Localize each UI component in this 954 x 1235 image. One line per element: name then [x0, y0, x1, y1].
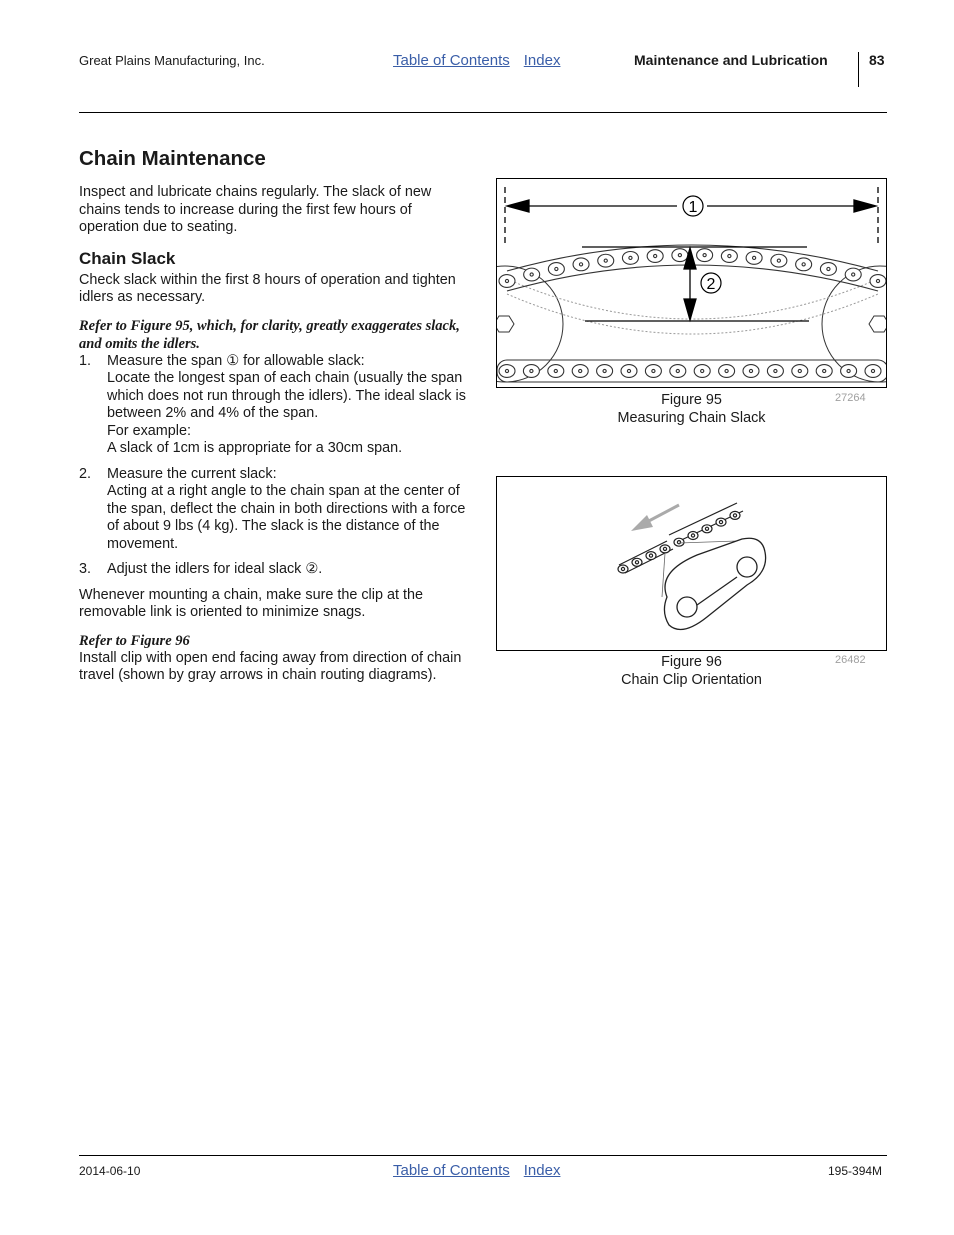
- chain-roller-pin: [852, 273, 855, 276]
- chain-roller-pin: [654, 254, 657, 257]
- company-name: Great Plains Manufacturing, Inc.: [79, 53, 265, 68]
- chain-roller-pin: [703, 254, 706, 257]
- svg-text:1: 1: [688, 199, 698, 216]
- header-rule: [79, 112, 887, 113]
- figure-96-image: [496, 476, 887, 651]
- clip-paragraph: Whenever mounting a chain, make sure the clip at the removable link is oriented to minimize snags.: [79, 586, 423, 620]
- footer-nav: [393, 1162, 574, 1179]
- chain-roller-pin: [871, 369, 874, 372]
- footer-index-link[interactable]: Index: [523, 1162, 561, 1179]
- chain-roller-pin: [530, 273, 533, 276]
- chain-roller-pin: [649, 554, 652, 557]
- chain-roller-pin: [798, 369, 801, 372]
- chain-roller-pin: [823, 369, 826, 372]
- step-item: [79, 561, 471, 579]
- step-line: Measure the span ① for allowable slack:: [107, 352, 365, 369]
- chain-roller-pin: [725, 369, 728, 372]
- chain-roller-pin: [701, 369, 704, 372]
- figure-95-label: Figure 95: [661, 392, 722, 408]
- chain-roller-pin: [728, 254, 731, 257]
- callout-1: [683, 196, 703, 216]
- main-text-column: [79, 146, 471, 685]
- chain-roller-pin: [604, 259, 607, 262]
- chain-roller-pin: [876, 279, 879, 282]
- step-line: Acting at a right angle to the chain span at the center of the span, deflect the chain in both directions with a force of about 9 lbs (4 kg). The slack is the distance of the movement.: [107, 483, 466, 552]
- figure95-note: Refer to Figure 95, which, for clarity, greatly exaggerates slack, and omits the idlers.: [79, 317, 460, 352]
- svg-text:2: 2: [706, 276, 716, 293]
- step-number: 3.: [79, 561, 92, 577]
- chain-roller-pin: [749, 369, 752, 372]
- section-title: Maintenance and Lubrication: [634, 52, 828, 68]
- chain-clip-diagram: [497, 477, 887, 651]
- chain-roller-pin: [530, 369, 533, 372]
- intro-paragraph: Inspect and lubricate chains regularly. The slack of new chains tends to increase during the first few hours of operation due to seating.: [79, 184, 432, 235]
- step-item: [79, 466, 471, 554]
- chain-slack-heading: Chain Slack: [79, 248, 176, 268]
- enlarged-clip: [664, 538, 765, 629]
- slack-intro-paragraph: Check slack within the first 8 hours of operation and tighten idlers as necessary.: [79, 271, 456, 305]
- chain-roller-pin: [579, 369, 582, 372]
- chain-roller-pin: [603, 369, 606, 372]
- chain-slack-diagram: [497, 179, 887, 388]
- chain-roller-pin: [554, 369, 557, 372]
- step-line: A slack of 1cm is appropriate for a 30cm span.: [107, 440, 403, 456]
- chain-travel-arrow: [631, 505, 679, 531]
- chain-roller-pin: [719, 521, 722, 524]
- chain-roller-pin: [579, 263, 582, 266]
- header-toc-link[interactable]: Table of Contents: [393, 52, 510, 69]
- header-nav: [393, 52, 574, 69]
- chain-roller-pin: [827, 267, 830, 270]
- figure-96-caption: [496, 654, 887, 689]
- chain-roller-pin: [555, 267, 558, 270]
- figure-95-part-number: 27264: [835, 392, 866, 404]
- page-number: 83: [869, 52, 885, 68]
- footer-doc-number: 195-394M: [828, 1164, 883, 1178]
- chain-roller-pin: [802, 263, 805, 266]
- step-line: For example:: [107, 422, 191, 439]
- chain-roller-pin: [505, 279, 508, 282]
- figure-96-label: Figure 96: [661, 654, 722, 670]
- step-item: [79, 353, 471, 458]
- step-line: Locate the longest span of each chain (usually the span which does not run through the idlers). The ideal slack is between 2% and 4% of the span.: [107, 370, 466, 421]
- step-number: 1.: [79, 352, 92, 369]
- chain-roller-pin: [753, 256, 756, 259]
- page-title: Chain Maintenance: [79, 147, 266, 170]
- chain-roller-pin: [774, 369, 777, 372]
- step-line: Measure the current slack:: [107, 465, 277, 482]
- header-index-link[interactable]: Index: [523, 52, 561, 69]
- chain-roller-pin: [635, 561, 638, 564]
- figure-95-image: [496, 178, 887, 388]
- chain-roller-pin: [652, 369, 655, 372]
- figure96-note: Refer to Figure 96: [79, 632, 190, 649]
- chain-roller-pin: [663, 547, 666, 550]
- chain-roller-pin: [705, 527, 708, 530]
- step-number: 2.: [79, 465, 92, 482]
- bottom-chain: [497, 360, 887, 382]
- header-divider: [858, 52, 859, 87]
- footer-date: 2014-06-10: [79, 1164, 141, 1178]
- footer-toc-link[interactable]: Table of Contents: [393, 1162, 510, 1179]
- chain-roller-pin: [621, 567, 624, 570]
- figure-96-title: Chain Clip Orientation: [621, 671, 762, 688]
- chain-roller-pin: [676, 369, 679, 372]
- chain-roller-pin: [733, 514, 736, 517]
- figure-95-title: Measuring Chain Slack: [617, 409, 766, 426]
- figure-96-part-number: 26482: [835, 654, 866, 666]
- figure-95-caption: [496, 392, 887, 427]
- chain-roller-pin: [847, 369, 850, 372]
- chain-roller-pin: [678, 254, 681, 257]
- callout-2: [701, 273, 721, 293]
- footer-rule: [79, 1155, 887, 1156]
- chain-roller-pin: [627, 369, 630, 372]
- step-list: [79, 353, 471, 579]
- install-paragraph: Install clip with open end facing away from direction of chain travel (shown by gray arrows in chain routing diagrams).: [79, 649, 462, 683]
- chain-roller-pin: [505, 369, 508, 372]
- chain-roller-pin: [629, 256, 632, 259]
- step-line: Adjust the idlers for ideal slack ②.: [107, 561, 323, 577]
- chain-roller-pin: [777, 259, 780, 262]
- chain-roller-pin: [691, 534, 694, 537]
